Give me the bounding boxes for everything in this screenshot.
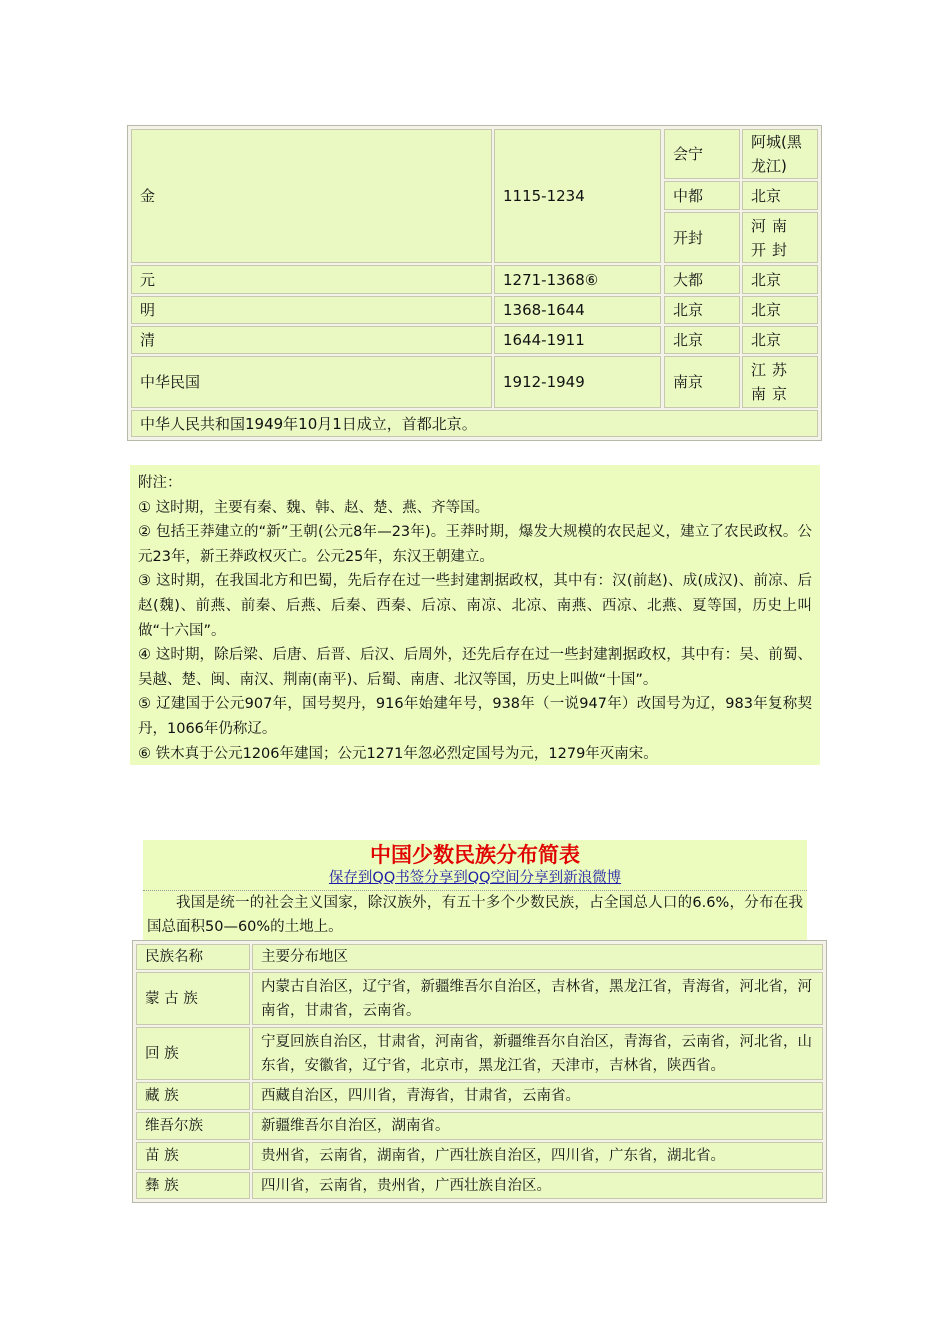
footnotes-heading: 附注： bbox=[138, 475, 182, 491]
location-cell: 北京 bbox=[742, 265, 818, 294]
footnote: ① 这时期，主要有秦、魏、韩、赵、楚、燕、齐等国。 bbox=[138, 499, 490, 516]
footnotes bbox=[130, 465, 820, 765]
dynasty-name-cell: 清 bbox=[131, 326, 492, 354]
ethnic-name-cell: 苗 族 bbox=[136, 1142, 250, 1170]
dynasty-years-cell: 1271-1368⑥ bbox=[494, 265, 661, 294]
dynasty-name-jin: 金 bbox=[131, 129, 492, 263]
share-qq-zone-link[interactable]: 分享到QQ空间 bbox=[424, 870, 520, 886]
location-cell: 北京 bbox=[742, 181, 818, 210]
capital-cell: 中都 bbox=[664, 181, 740, 210]
region-cell: 贵州省，云南省，湖南省，广西壮族自治区，四川省，广东省，湖北省。 bbox=[252, 1142, 823, 1170]
location-cell: 阿城(黑龙江) bbox=[742, 129, 818, 179]
dynasty-years-jin: 1115-1234 bbox=[494, 129, 661, 263]
column-header-region: 主要分布地区 bbox=[252, 944, 823, 970]
column-header-name: 民族名称 bbox=[136, 944, 250, 970]
region-cell: 宁夏回族自治区，甘肃省，河南省，新疆维吾尔自治区，青海省，云南省，河北省，山东省，安徽省，辽宁省，北京市，黑龙江省，天津市，吉林省，陕西省。 bbox=[252, 1027, 823, 1080]
dynasty-table-footer: 中华人民共和国1949年10月1日成立，首都北京。 bbox=[131, 410, 818, 437]
ethnic-name-cell: 藏 族 bbox=[136, 1082, 250, 1110]
region-cell: 四川省，云南省，贵州省，广西壮族自治区。 bbox=[252, 1172, 823, 1199]
capital-cell: 南京 bbox=[664, 356, 740, 408]
ethnic-name-cell: 回 族 bbox=[136, 1027, 250, 1080]
share-weibo-link[interactable]: 分享到新浪微博 bbox=[519, 870, 622, 886]
share-links bbox=[143, 868, 807, 888]
minority-header bbox=[143, 840, 807, 940]
capital-cell: 北京 bbox=[664, 326, 740, 354]
ethnic-name-cell: 维吾尔族 bbox=[136, 1112, 250, 1140]
region-cell: 西藏自治区，四川省，青海省，甘肃省，云南省。 bbox=[252, 1082, 823, 1110]
location-cell: 河南开封 bbox=[742, 212, 818, 263]
dynasty-years-cell: 1912-1949 bbox=[494, 356, 661, 408]
dynasty-name-cell: 中华民国 bbox=[131, 356, 492, 408]
save-qq-bookmark-link[interactable]: 保存到QQ书签 bbox=[328, 870, 425, 886]
footnote: ⑤ 辽建国于公元907年，国号契丹，916年始建年号，938年（一说947年）改国号为辽，983年复称契丹，1066年仍称辽。 bbox=[138, 696, 812, 737]
minority-intro: 我国是统一的社会主义国家，除汉族外，有五十多个少数民族，占全国总人口的6.6%，分布在我国总面积50—60%的土地上。 bbox=[147, 895, 803, 935]
ethnic-name-cell: 蒙 古 族 bbox=[136, 972, 250, 1025]
capital-cell: 大都 bbox=[664, 265, 740, 294]
location-cell: 江苏南京 bbox=[742, 356, 818, 408]
region-cell: 内蒙古自治区，辽宁省，新疆维吾尔自治区，吉林省，黑龙江省，青海省，河北省，河南省，甘肃省，云南省。 bbox=[252, 972, 823, 1025]
footnote: ③ 这时期，在我国北方和巴蜀，先后存在过一些封建割据政权，其中有：汉(前赵)、成(成汉)、前凉、后赵(魏)、前燕、前秦、后燕、后秦、西秦、后凉、南凉、北凉、南燕、西凉、北燕、夏等国，历史上叫做“十六国”。 bbox=[138, 573, 812, 639]
footnote: ⑥ 铁木真于公元1206年建国；公元1271年忽必烈定国号为元，1279年灭南宋。 bbox=[138, 745, 658, 762]
location-cell: 北京 bbox=[742, 296, 818, 324]
dynasty-name-cell: 明 bbox=[131, 296, 492, 324]
capital-cell: 北京 bbox=[664, 296, 740, 324]
ethnic-name-cell: 彝 族 bbox=[136, 1172, 250, 1199]
capital-cell: 开封 bbox=[664, 212, 740, 263]
footnote: ② 包括王莽建立的“新”王朝(公元8年—23年)。王莽时期，爆发大规模的农民起义，建立了农民政权。公元23年，新王莽政权灭亡。公元25年，东汉王朝建立。 bbox=[138, 524, 812, 565]
capital-cell: 会宁 bbox=[664, 129, 740, 179]
region-cell: 新疆维吾尔自治区，湖南省。 bbox=[252, 1112, 823, 1140]
footnote: ④ 这时期，除后梁、后唐、后晋、后汉、后周外，还先后存在过一些封建割据政权，其中有：吴、前蜀、吴越、楚、闽、南汉、荆南(南平)、后蜀、南唐、北汉等国，历史上叫做“十国”。 bbox=[138, 647, 812, 688]
dynasty-years-cell: 1368-1644 bbox=[494, 296, 661, 324]
minority-title: 中国少数民族分布简表 bbox=[370, 843, 580, 867]
dynasty-name-cell: 元 bbox=[131, 265, 492, 294]
location-cell: 北京 bbox=[742, 326, 818, 354]
dynasty-years-cell: 1644-1911 bbox=[494, 326, 661, 354]
